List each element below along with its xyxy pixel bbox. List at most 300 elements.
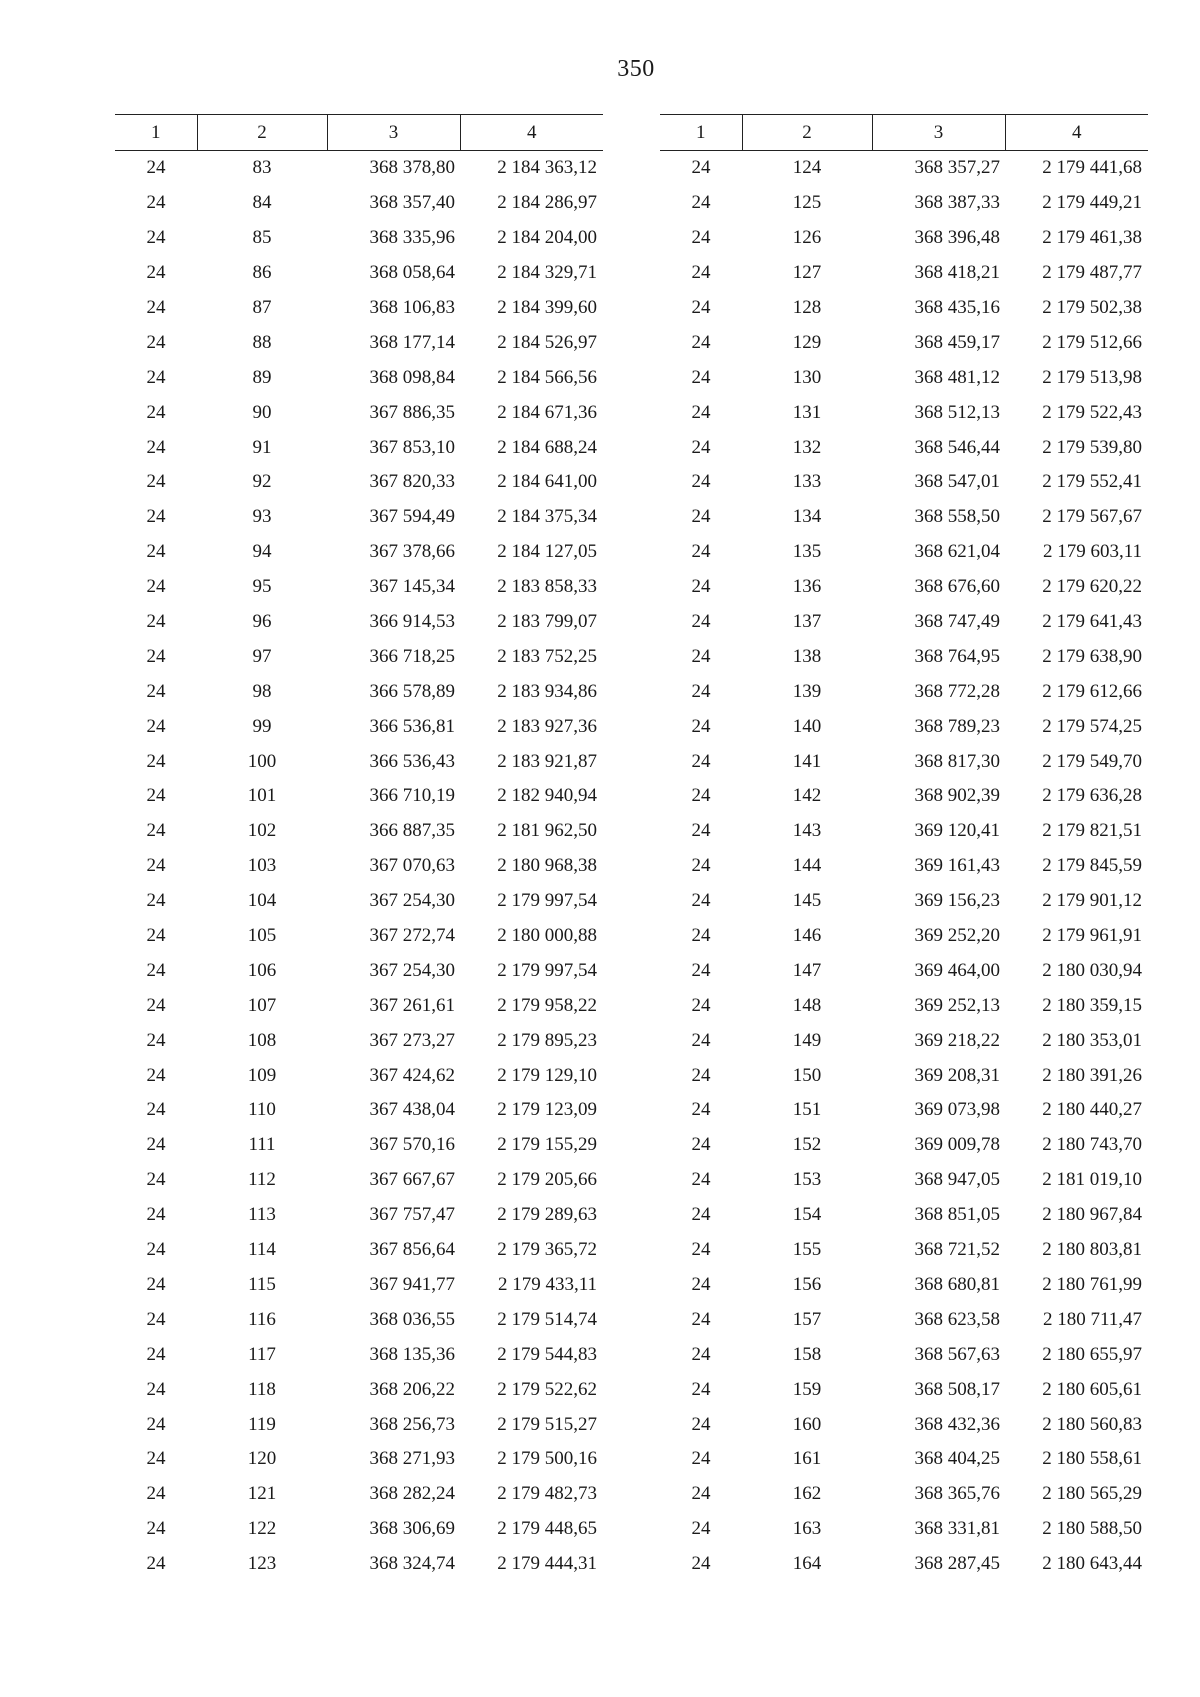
point-number-cell: 155 bbox=[792, 1239, 822, 1261]
table-row bbox=[115, 325, 603, 360]
y-coordinate-cell: 2 179 487,77 bbox=[1042, 262, 1142, 284]
point-number-cell: 146 bbox=[792, 925, 822, 947]
x-coordinate-cell: 367 438,04 bbox=[369, 1099, 455, 1121]
y-coordinate-cell: 2 179 513,98 bbox=[1042, 366, 1142, 388]
table-row bbox=[115, 1407, 603, 1442]
point-number-cell: 157 bbox=[792, 1308, 822, 1330]
zone-cell: 24 bbox=[691, 157, 711, 179]
table-row bbox=[115, 884, 603, 919]
y-coordinate-cell: 2 184 688,24 bbox=[497, 436, 597, 458]
zone-cell: 24 bbox=[146, 855, 166, 877]
point-number-cell: 83 bbox=[252, 157, 272, 179]
table-row bbox=[660, 1337, 1148, 1372]
y-coordinate-cell: 2 179 544,83 bbox=[497, 1343, 597, 1365]
table-row bbox=[115, 814, 603, 849]
point-number-cell: 152 bbox=[792, 1134, 822, 1156]
zone-cell: 24 bbox=[691, 1518, 711, 1540]
table-row bbox=[115, 256, 603, 291]
zone-cell: 24 bbox=[691, 331, 711, 353]
x-coordinate-cell: 368 365,76 bbox=[914, 1483, 1000, 1505]
zone-cell: 24 bbox=[691, 506, 711, 528]
x-coordinate-cell: 368 947,05 bbox=[914, 1169, 1000, 1191]
point-number-cell: 144 bbox=[792, 855, 822, 877]
table-row bbox=[115, 395, 603, 430]
zone-cell: 24 bbox=[691, 1378, 711, 1400]
point-number-cell: 128 bbox=[792, 297, 822, 318]
table-row bbox=[660, 1198, 1148, 1233]
point-number-cell: 119 bbox=[248, 1413, 276, 1435]
y-coordinate-cell: 2 179 552,41 bbox=[1042, 471, 1142, 493]
point-number-cell: 90 bbox=[252, 401, 272, 423]
point-number-cell: 156 bbox=[792, 1273, 822, 1295]
x-coordinate-cell: 368 435,16 bbox=[914, 297, 1000, 318]
x-coordinate-cell: 367 254,30 bbox=[369, 959, 455, 981]
point-number-cell: 104 bbox=[247, 890, 277, 912]
x-coordinate-cell: 368 547,01 bbox=[914, 471, 1000, 493]
zone-cell: 24 bbox=[146, 890, 166, 912]
point-number-cell: 118 bbox=[248, 1378, 276, 1400]
zone-cell: 24 bbox=[691, 1029, 711, 1051]
point-number-cell: 130 bbox=[792, 366, 822, 388]
y-coordinate-cell: 2 181 019,10 bbox=[1042, 1169, 1142, 1191]
point-number-cell: 154 bbox=[792, 1204, 822, 1226]
x-coordinate-cell: 368 396,48 bbox=[914, 227, 1000, 249]
x-coordinate-cell: 368 357,27 bbox=[914, 157, 1000, 179]
zone-cell: 24 bbox=[691, 262, 711, 284]
table-row bbox=[115, 465, 603, 500]
y-coordinate-cell: 2 179 549,70 bbox=[1042, 750, 1142, 772]
table-row bbox=[660, 465, 1148, 500]
x-coordinate-cell: 369 252,20 bbox=[914, 925, 1000, 947]
zone-cell: 24 bbox=[146, 297, 166, 318]
zone-cell: 24 bbox=[146, 471, 166, 493]
y-coordinate-cell: 2 180 643,44 bbox=[1042, 1553, 1142, 1575]
zone-cell: 24 bbox=[146, 331, 166, 353]
point-number-cell: 150 bbox=[792, 1064, 822, 1086]
x-coordinate-cell: 368 764,95 bbox=[914, 645, 1000, 667]
table-row bbox=[660, 1233, 1148, 1268]
x-coordinate-cell: 368 851,05 bbox=[914, 1204, 1000, 1226]
zone-cell: 24 bbox=[146, 785, 166, 807]
zone-cell: 24 bbox=[691, 366, 711, 388]
point-number-cell: 160 bbox=[792, 1413, 822, 1435]
point-number-cell: 85 bbox=[252, 227, 272, 249]
y-coordinate-cell: 2 180 588,50 bbox=[1042, 1518, 1142, 1540]
zone-cell: 24 bbox=[691, 715, 711, 737]
table-row bbox=[660, 1547, 1148, 1582]
y-coordinate-cell: 2 180 565,29 bbox=[1042, 1483, 1142, 1505]
zone-cell: 24 bbox=[691, 855, 711, 877]
point-number-cell: 106 bbox=[247, 959, 277, 981]
y-coordinate-cell: 2 183 927,36 bbox=[497, 715, 597, 737]
x-coordinate-cell: 368 481,12 bbox=[914, 366, 1000, 388]
x-coordinate-cell: 368 306,69 bbox=[369, 1518, 455, 1540]
zone-cell: 24 bbox=[146, 925, 166, 947]
zone-cell: 24 bbox=[146, 157, 166, 179]
table-row bbox=[660, 395, 1148, 430]
y-coordinate-cell: 2 184 375,34 bbox=[497, 506, 597, 528]
table-row bbox=[115, 1547, 603, 1582]
point-number-cell: 91 bbox=[252, 436, 272, 458]
zone-cell: 24 bbox=[691, 611, 711, 633]
point-number-cell: 109 bbox=[247, 1064, 277, 1086]
y-coordinate-cell: 2 179 522,62 bbox=[497, 1378, 597, 1400]
point-number-cell: 94 bbox=[252, 541, 272, 563]
zone-cell: 24 bbox=[146, 192, 166, 214]
x-coordinate-cell: 369 208,31 bbox=[914, 1064, 1000, 1086]
y-coordinate-cell: 2 179 444,31 bbox=[497, 1553, 597, 1575]
x-coordinate-cell: 367 856,64 bbox=[369, 1239, 455, 1261]
x-coordinate-cell: 368 387,33 bbox=[914, 192, 1000, 214]
zone-cell: 24 bbox=[691, 1204, 711, 1226]
x-coordinate-cell: 368 135,36 bbox=[369, 1343, 455, 1365]
x-coordinate-cell: 367 594,49 bbox=[369, 506, 455, 528]
point-number-cell: 84 bbox=[252, 192, 272, 214]
x-coordinate-cell: 368 621,04 bbox=[914, 541, 1000, 563]
point-number-cell: 120 bbox=[247, 1448, 277, 1470]
y-coordinate-cell: 2 180 353,01 bbox=[1042, 1029, 1142, 1051]
x-coordinate-cell: 369 120,41 bbox=[914, 820, 1000, 842]
table-row bbox=[660, 430, 1148, 465]
zone-cell: 24 bbox=[691, 785, 711, 807]
y-coordinate-cell: 2 180 440,27 bbox=[1042, 1099, 1142, 1121]
y-coordinate-cell: 2 179 433,11 bbox=[497, 1273, 597, 1295]
x-coordinate-cell: 368 098,84 bbox=[369, 366, 455, 388]
zone-cell: 24 bbox=[146, 820, 166, 842]
table-row bbox=[660, 151, 1148, 186]
zone-cell: 24 bbox=[146, 1378, 166, 1400]
x-coordinate-cell: 368 256,73 bbox=[369, 1413, 455, 1435]
zone-cell: 24 bbox=[146, 750, 166, 772]
point-number-cell: 134 bbox=[792, 506, 822, 528]
point-number-cell: 151 bbox=[792, 1099, 822, 1121]
table-row bbox=[115, 151, 603, 186]
zone-cell: 24 bbox=[146, 262, 166, 284]
table-row bbox=[115, 360, 603, 395]
x-coordinate-cell: 368 177,14 bbox=[369, 331, 455, 353]
zone-cell: 24 bbox=[691, 1064, 711, 1086]
x-coordinate-cell: 368 378,80 bbox=[369, 157, 455, 179]
y-coordinate-cell: 2 179 997,54 bbox=[497, 959, 597, 981]
point-number-cell: 127 bbox=[792, 262, 822, 284]
table-row bbox=[115, 1023, 603, 1058]
table-row bbox=[660, 1477, 1148, 1512]
coordinates-table-left bbox=[115, 114, 603, 1582]
x-coordinate-cell: 368 512,13 bbox=[914, 401, 1000, 423]
x-coordinate-cell: 368 772,28 bbox=[914, 680, 1000, 702]
table-row bbox=[660, 814, 1148, 849]
zone-cell: 24 bbox=[691, 1343, 711, 1365]
table-row bbox=[115, 674, 603, 709]
point-number-cell: 143 bbox=[792, 820, 822, 842]
y-coordinate-cell: 2 180 000,88 bbox=[497, 925, 597, 947]
point-number-cell: 97 bbox=[252, 645, 272, 667]
zone-cell: 24 bbox=[691, 1239, 711, 1261]
x-coordinate-cell: 366 710,19 bbox=[369, 785, 455, 807]
point-number-cell: 108 bbox=[247, 1029, 277, 1051]
y-coordinate-cell: 2 179 155,29 bbox=[497, 1134, 597, 1156]
point-number-cell: 133 bbox=[792, 471, 822, 493]
y-coordinate-cell: 2 179 901,12 bbox=[1042, 890, 1142, 912]
x-coordinate-cell: 368 459,17 bbox=[914, 331, 1000, 353]
point-number-cell: 98 bbox=[252, 680, 272, 702]
point-number-cell: 122 bbox=[247, 1518, 277, 1540]
table-row bbox=[660, 953, 1148, 988]
point-number-cell: 117 bbox=[248, 1343, 276, 1365]
x-coordinate-cell: 368 324,74 bbox=[369, 1553, 455, 1575]
point-number-cell: 137 bbox=[792, 611, 822, 633]
column-header-3: 3 bbox=[872, 115, 1005, 151]
table-row bbox=[660, 919, 1148, 954]
zone-cell: 24 bbox=[691, 192, 711, 214]
y-coordinate-cell: 2 179 961,91 bbox=[1042, 925, 1142, 947]
y-coordinate-cell: 2 179 515,27 bbox=[497, 1413, 597, 1435]
point-number-cell: 135 bbox=[792, 541, 822, 563]
y-coordinate-cell: 2 179 461,38 bbox=[1042, 227, 1142, 249]
table-row bbox=[660, 1407, 1148, 1442]
zone-cell: 24 bbox=[691, 750, 711, 772]
point-number-cell: 136 bbox=[792, 576, 822, 598]
table-row bbox=[660, 709, 1148, 744]
table-row bbox=[660, 884, 1148, 919]
table-row bbox=[115, 709, 603, 744]
zone-cell: 24 bbox=[146, 401, 166, 423]
table-row bbox=[660, 570, 1148, 605]
x-coordinate-cell: 367 941,77 bbox=[369, 1273, 455, 1295]
y-coordinate-cell: 2 179 522,43 bbox=[1042, 401, 1142, 423]
table-row bbox=[115, 849, 603, 884]
column-header-4: 4 bbox=[460, 115, 603, 151]
table-header-row bbox=[660, 115, 1148, 151]
zone-cell: 24 bbox=[691, 1483, 711, 1505]
table-body bbox=[660, 151, 1148, 1582]
table-row bbox=[660, 639, 1148, 674]
zone-cell: 24 bbox=[146, 994, 166, 1016]
point-number-cell: 147 bbox=[792, 959, 822, 981]
point-number-cell: 100 bbox=[247, 750, 277, 772]
zone-cell: 24 bbox=[146, 1308, 166, 1330]
x-coordinate-cell: 367 853,10 bbox=[369, 436, 455, 458]
y-coordinate-cell: 2 183 799,07 bbox=[497, 611, 597, 633]
y-coordinate-cell: 2 179 958,22 bbox=[497, 994, 597, 1016]
table-row bbox=[115, 500, 603, 535]
zone-cell: 24 bbox=[691, 1413, 711, 1435]
zone-cell: 24 bbox=[691, 1448, 711, 1470]
zone-cell: 24 bbox=[146, 1169, 166, 1191]
x-coordinate-cell: 367 570,16 bbox=[369, 1134, 455, 1156]
y-coordinate-cell: 2 181 962,50 bbox=[497, 820, 597, 842]
x-coordinate-cell: 367 820,33 bbox=[369, 471, 455, 493]
table-row bbox=[115, 430, 603, 465]
table-row bbox=[115, 1337, 603, 1372]
x-coordinate-cell: 368 404,25 bbox=[914, 1448, 1000, 1470]
point-number-cell: 126 bbox=[792, 227, 822, 249]
y-coordinate-cell: 2 184 204,00 bbox=[497, 227, 597, 249]
y-coordinate-cell: 2 179 514,74 bbox=[497, 1308, 597, 1330]
y-coordinate-cell: 2 179 574,25 bbox=[1042, 715, 1142, 737]
point-number-cell: 114 bbox=[248, 1239, 276, 1261]
x-coordinate-cell: 369 464,00 bbox=[914, 959, 1000, 981]
y-coordinate-cell: 2 183 921,87 bbox=[497, 750, 597, 772]
column-header-4: 4 bbox=[1005, 115, 1148, 151]
zone-cell: 24 bbox=[146, 1099, 166, 1121]
zone-cell: 24 bbox=[691, 576, 711, 598]
x-coordinate-cell: 368 287,45 bbox=[914, 1553, 1000, 1575]
point-number-cell: 101 bbox=[247, 785, 277, 807]
x-coordinate-cell: 367 273,27 bbox=[369, 1029, 455, 1051]
point-number-cell: 125 bbox=[792, 192, 822, 214]
zone-cell: 24 bbox=[691, 297, 711, 318]
x-coordinate-cell: 366 578,89 bbox=[369, 680, 455, 702]
zone-cell: 24 bbox=[146, 1448, 166, 1470]
y-coordinate-cell: 2 179 997,54 bbox=[497, 890, 597, 912]
x-coordinate-cell: 368 432,36 bbox=[914, 1413, 1000, 1435]
y-coordinate-cell: 2 180 391,26 bbox=[1042, 1064, 1142, 1086]
table-row bbox=[115, 1128, 603, 1163]
x-coordinate-cell: 367 254,30 bbox=[369, 890, 455, 912]
y-coordinate-cell: 2 184 363,12 bbox=[497, 157, 597, 179]
table-row bbox=[115, 1093, 603, 1128]
point-number-cell: 121 bbox=[247, 1483, 277, 1505]
y-coordinate-cell: 2 179 129,10 bbox=[497, 1064, 597, 1086]
point-number-cell: 103 bbox=[247, 855, 277, 877]
table-row bbox=[115, 1477, 603, 1512]
x-coordinate-cell: 367 886,35 bbox=[369, 401, 455, 423]
x-coordinate-cell: 368 357,40 bbox=[369, 192, 455, 214]
table-row bbox=[660, 1093, 1148, 1128]
x-coordinate-cell: 368 106,83 bbox=[369, 297, 455, 318]
y-coordinate-cell: 2 179 567,67 bbox=[1042, 506, 1142, 528]
table-row bbox=[660, 1128, 1148, 1163]
column-header-3: 3 bbox=[327, 115, 460, 151]
y-coordinate-cell: 2 179 641,43 bbox=[1042, 611, 1142, 633]
table-row bbox=[115, 1233, 603, 1268]
x-coordinate-cell: 368 036,55 bbox=[369, 1308, 455, 1330]
table-row bbox=[660, 500, 1148, 535]
zone-cell: 24 bbox=[691, 645, 711, 667]
zone-cell: 24 bbox=[691, 1099, 711, 1121]
x-coordinate-cell: 368 558,50 bbox=[914, 506, 1000, 528]
y-coordinate-cell: 2 184 671,36 bbox=[497, 401, 597, 423]
coordinates-table-right bbox=[660, 114, 1148, 1582]
y-coordinate-cell: 2 179 821,51 bbox=[1042, 820, 1142, 842]
x-coordinate-cell: 368 058,64 bbox=[369, 262, 455, 284]
table-row bbox=[115, 221, 603, 256]
zone-cell: 24 bbox=[691, 436, 711, 458]
y-coordinate-cell: 2 180 558,61 bbox=[1042, 1448, 1142, 1470]
column-header-1: 1 bbox=[660, 115, 742, 151]
zone-cell: 24 bbox=[146, 715, 166, 737]
table-row bbox=[115, 1058, 603, 1093]
y-coordinate-cell: 2 180 605,61 bbox=[1042, 1378, 1142, 1400]
zone-cell: 24 bbox=[691, 401, 711, 423]
y-coordinate-cell: 2 180 359,15 bbox=[1042, 994, 1142, 1016]
x-coordinate-cell: 366 887,35 bbox=[369, 820, 455, 842]
point-number-cell: 138 bbox=[792, 645, 822, 667]
zone-cell: 24 bbox=[691, 471, 711, 493]
y-coordinate-cell: 2 179 603,11 bbox=[1042, 541, 1142, 563]
x-coordinate-cell: 368 546,44 bbox=[914, 436, 1000, 458]
table-row bbox=[115, 1268, 603, 1303]
table-row bbox=[660, 1163, 1148, 1198]
zone-cell: 24 bbox=[146, 645, 166, 667]
column-header-2: 2 bbox=[742, 115, 872, 151]
point-number-cell: 111 bbox=[248, 1134, 276, 1156]
zone-cell: 24 bbox=[146, 1343, 166, 1365]
x-coordinate-cell: 369 218,22 bbox=[914, 1029, 1000, 1051]
page-number: 350 bbox=[617, 56, 655, 82]
point-number-cell: 149 bbox=[792, 1029, 822, 1051]
point-number-cell: 140 bbox=[792, 715, 822, 737]
table-row bbox=[115, 1198, 603, 1233]
zone-cell: 24 bbox=[146, 959, 166, 981]
table-row bbox=[115, 1512, 603, 1547]
x-coordinate-cell: 368 206,22 bbox=[369, 1378, 455, 1400]
y-coordinate-cell: 2 179 845,59 bbox=[1042, 855, 1142, 877]
y-coordinate-cell: 2 184 399,60 bbox=[497, 297, 597, 318]
y-coordinate-cell: 2 179 441,68 bbox=[1042, 157, 1142, 179]
table-row bbox=[660, 1023, 1148, 1058]
point-number-cell: 116 bbox=[248, 1308, 276, 1330]
point-number-cell: 123 bbox=[247, 1553, 277, 1575]
y-coordinate-cell: 2 179 205,66 bbox=[497, 1169, 597, 1191]
x-coordinate-cell: 366 718,25 bbox=[369, 645, 455, 667]
point-number-cell: 124 bbox=[792, 157, 822, 179]
zone-cell: 24 bbox=[691, 1553, 711, 1575]
table-row bbox=[660, 291, 1148, 326]
point-number-cell: 93 bbox=[252, 506, 272, 528]
x-coordinate-cell: 366 914,53 bbox=[369, 611, 455, 633]
zone-cell: 24 bbox=[146, 576, 166, 598]
zone-cell: 24 bbox=[691, 994, 711, 1016]
x-coordinate-cell: 368 508,17 bbox=[914, 1378, 1000, 1400]
x-coordinate-cell: 369 009,78 bbox=[914, 1134, 1000, 1156]
y-coordinate-cell: 2 179 638,90 bbox=[1042, 645, 1142, 667]
point-number-cell: 158 bbox=[792, 1343, 822, 1365]
zone-cell: 24 bbox=[146, 227, 166, 249]
point-number-cell: 141 bbox=[792, 750, 822, 772]
zone-cell: 24 bbox=[691, 1273, 711, 1295]
zone-cell: 24 bbox=[691, 227, 711, 249]
x-coordinate-cell: 368 902,39 bbox=[914, 785, 1000, 807]
point-number-cell: 113 bbox=[248, 1204, 276, 1226]
point-number-cell: 145 bbox=[792, 890, 822, 912]
zone-cell: 24 bbox=[146, 366, 166, 388]
table-row bbox=[660, 186, 1148, 221]
y-coordinate-cell: 2 179 636,28 bbox=[1042, 785, 1142, 807]
y-coordinate-cell: 2 180 967,84 bbox=[1042, 1204, 1142, 1226]
x-coordinate-cell: 367 261,61 bbox=[369, 994, 455, 1016]
zone-cell: 24 bbox=[691, 890, 711, 912]
table-row bbox=[660, 1442, 1148, 1477]
x-coordinate-cell: 369 073,98 bbox=[914, 1099, 1000, 1121]
point-number-cell: 162 bbox=[792, 1483, 822, 1505]
y-coordinate-cell: 2 184 641,00 bbox=[497, 471, 597, 493]
point-number-cell: 86 bbox=[252, 262, 272, 284]
table-row bbox=[115, 988, 603, 1023]
table-row bbox=[115, 953, 603, 988]
x-coordinate-cell: 369 161,43 bbox=[914, 855, 1000, 877]
y-coordinate-cell: 2 179 289,63 bbox=[497, 1204, 597, 1226]
table-row bbox=[660, 1302, 1148, 1337]
zone-cell: 24 bbox=[146, 1553, 166, 1575]
point-number-cell: 153 bbox=[792, 1169, 822, 1191]
x-coordinate-cell: 366 536,43 bbox=[369, 750, 455, 772]
y-coordinate-cell: 2 180 711,47 bbox=[1042, 1308, 1142, 1330]
table-row bbox=[660, 605, 1148, 640]
x-coordinate-cell: 368 567,63 bbox=[914, 1343, 1000, 1365]
point-number-cell: 92 bbox=[252, 471, 272, 493]
